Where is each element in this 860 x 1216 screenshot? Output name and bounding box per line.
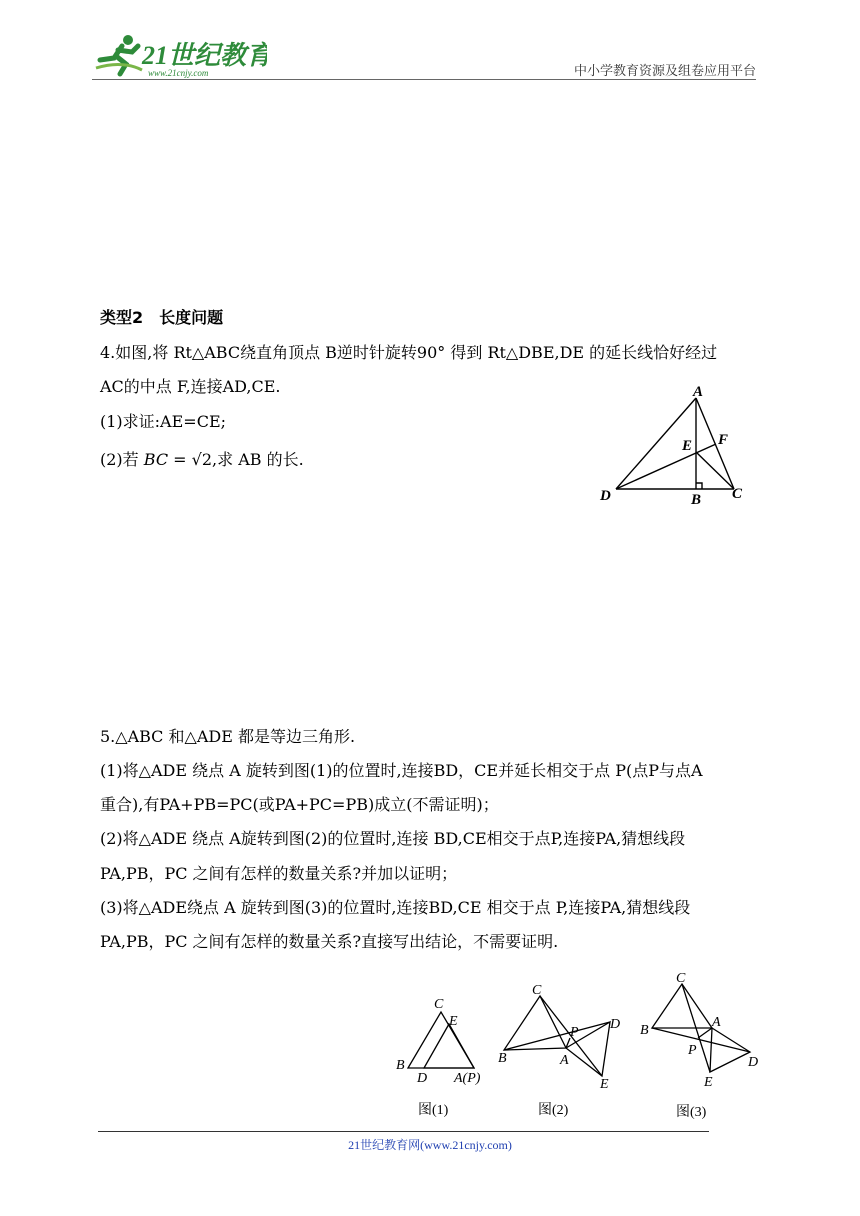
q5-line2: (1)将△ADE 绕点 A 旋转到图(1)的位置时,连接BD，CE并延长相交于点 P(点P与点A xyxy=(100,761,703,780)
q5-figures xyxy=(392,964,762,1128)
runner-logo-icon xyxy=(96,35,142,74)
fig3-label-p: P xyxy=(688,1043,697,1058)
fig3-caption: 图(3) xyxy=(676,1105,707,1120)
q4-part1: (1)求证:AE=CE; xyxy=(100,412,227,431)
fig1-label-c: C xyxy=(434,997,444,1012)
q4-label-b: B xyxy=(691,492,702,506)
fig3-label-c: C xyxy=(676,971,686,986)
q5-line7: PA,PB，PC 之间有怎样的数量关系?直接写出结论，不需要证明. xyxy=(100,932,559,951)
fig3-label-e: E xyxy=(704,1075,713,1090)
fig2-label-b: B xyxy=(498,1051,507,1066)
q5-line1: 5.△ABC 和△ADE 都是等边三角形. xyxy=(100,727,356,746)
q4-part2 xyxy=(100,450,304,470)
q4-math-lhs: BC xyxy=(143,450,169,469)
q5-fig3 xyxy=(652,984,750,1072)
logo-text: 21世纪教育 xyxy=(142,41,267,70)
fig2-label-e: E xyxy=(600,1077,609,1092)
fig2-label-a: A xyxy=(560,1053,569,1068)
fig3-label-b: B xyxy=(640,1023,649,1038)
q4-figure xyxy=(596,384,756,510)
q5-line5: PA,PB，PC 之间有怎样的数量关系?并加以证明； xyxy=(100,864,458,883)
logo-url: www.21cnjy.com xyxy=(148,68,209,78)
fig3-label-d: D xyxy=(748,1055,759,1070)
fig1-label-d: D xyxy=(417,1071,428,1086)
fig2-caption: 图(2) xyxy=(538,1103,569,1118)
q4-label-e: E xyxy=(682,438,693,454)
section-title: 类型2 长度问题 xyxy=(100,308,224,327)
footer-link[interactable]: 21世纪教育网(www.21cnjy.com) xyxy=(348,1138,512,1152)
q4-part2-suffix: ,求 AB 的长. xyxy=(212,450,304,469)
fig2-label-d: D xyxy=(610,1017,621,1032)
fig1-label-b: B xyxy=(396,1058,405,1073)
q4-line1: 4.如图,将 Rt△ABC绕直角顶点 B逆时针旋转90° 得到 Rt△DBE,DE 的延长线恰好经过 xyxy=(100,343,718,362)
platform-name: 中小学教育资源及组卷应用平台 xyxy=(573,64,756,79)
header-divider xyxy=(92,79,756,80)
q5-line6: (3)将△ADE绕点 A 旋转到图(3)的位置时,连接BD,CE 相交于点 P,连接PA,猜想线段 xyxy=(100,898,691,917)
fig2-label-c: C xyxy=(532,983,542,998)
q4-label-d: D xyxy=(600,488,611,504)
fig1-label-ap: A(P) xyxy=(454,1071,481,1086)
fig2-label-p: P xyxy=(570,1025,579,1040)
q5-line4: (2)将△ADE 绕点 A旋转到图(2)的位置时,连接 BD,CE相交于点P,连接PA,猜想线段 xyxy=(100,829,686,848)
q4-label-c: C xyxy=(732,486,743,502)
q4-label-f: F xyxy=(718,432,729,448)
site-logo xyxy=(92,30,267,80)
q5-fig1 xyxy=(408,1012,474,1068)
q4-label-a: A xyxy=(693,384,704,400)
fig3-label-a: A xyxy=(712,1015,721,1030)
q4-math-rhs: = √2 xyxy=(168,450,213,469)
q5-fig2 xyxy=(504,996,610,1076)
q4-line2: AC的中点 F,连接AD,CE. xyxy=(100,377,281,396)
q4-part2-prefix: (2)若 xyxy=(100,450,144,469)
fig1-label-e: E xyxy=(449,1014,458,1029)
fig1-caption: 图(1) xyxy=(418,1103,449,1118)
q5-line3: 重合),有PA+PB=PC(或PA+PC=PB)成立(不需证明)； xyxy=(100,795,499,814)
footer-divider xyxy=(98,1131,709,1132)
